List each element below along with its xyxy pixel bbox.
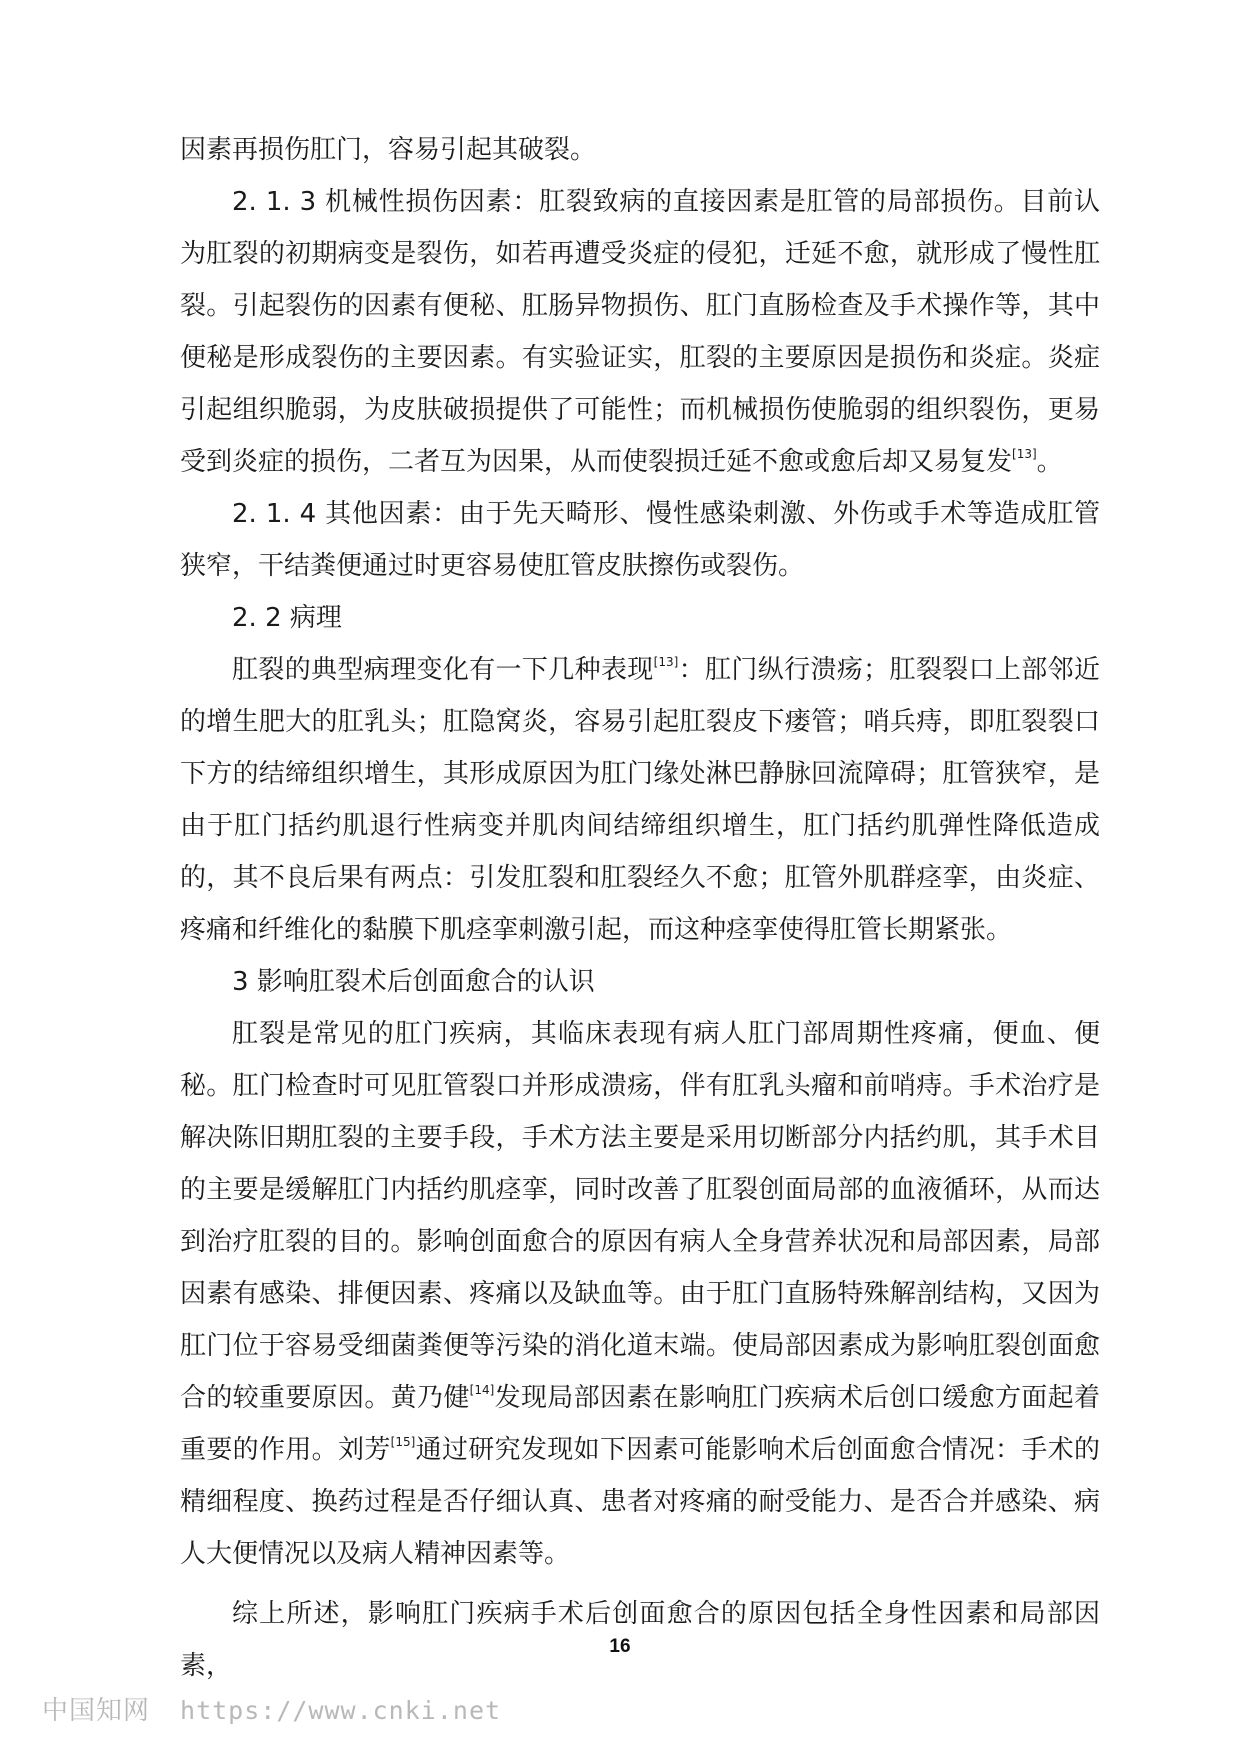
paragraph-text: 综上所述，影响肛门疾病手术后创面愈合的原因包括全身性因素和局部因素， — [180, 1599, 1100, 1681]
watermark-url: https://www.cnki.net — [180, 1696, 502, 1725]
paragraph-healing — [180, 1008, 1100, 1580]
paragraph-text: 肛裂是常见的肛门疾病，其临床表现有病人肛门部周期性疼痛，便血、便秘。肛门检查时可见肛管裂口并形成溃疡，伴有肛乳头瘤和前哨痔。手术治疗是解决陈旧期肛裂的主要手段，手术方法主要是采用切断部分内括约肌，其手术目的主要是缓解肛门内括约肌痉挛，同时改善了肛裂创面局部的血液循环，从而达到治疗肛裂的目的。影响创面愈合的原因有病人全身营养状况和局部因素，局部因素有感染、排便因素、疼痛以及缺血等。由于肛门直肠特殊解剖结构，又因为肛门位于容易受细菌粪便等污染的消化道末端。使局部因素成为影响肛裂创面愈合的较重要原因。黄乃健 — [180, 1019, 1100, 1413]
cnki-watermark — [42, 1690, 501, 1727]
heading-text: 3 影响肛裂术后创面愈合的认识 — [232, 967, 595, 997]
body-text — [180, 124, 1100, 1692]
paragraph-text: 因素再损伤肛门，容易引起其破裂。 — [180, 135, 597, 165]
section-heading-healing — [180, 956, 1100, 1008]
page-number: 16 — [609, 1636, 631, 1657]
citation-ref: [15] — [390, 1435, 416, 1449]
paragraph-mechanical-injury — [180, 176, 1100, 488]
section-heading-pathology — [180, 592, 1100, 644]
paragraph-text: 通过研究发现如下因素可能影响术后创面愈合情况：手术的精细程度、换药过程是否仔细认真、患者对疼痛的耐受能力、是否合并感染、病人大便情况以及病人精神因素等。 — [180, 1435, 1100, 1569]
citation-ref: [14] — [469, 1383, 495, 1397]
paragraph-text: 肛裂的典型病理变化有一下几种表现 — [232, 655, 654, 685]
paragraph-text: 2. 1. 4 其他因素：由于先天畸形、慢性感染刺激、外伤或手术等造成肛管狭窄，干结粪便通过时更容易使肛管皮肤擦伤或裂伤。 — [180, 499, 1100, 581]
paragraph-pathology — [180, 644, 1100, 956]
paragraph-text: ：肛门纵行溃疡；肛裂裂口上部邻近的增生肥大的肛乳头；肛隐窝炎，容易引起肛裂皮下瘘管；哨兵痔，即肛裂裂口下方的结缔组织增生，其形成原因为肛门缘处淋巴静脉回流障碍；肛管狭窄，是由于肛门括约肌退行性病变并肌肉间结缔组织增生，肛门括约肌弹性降低造成的，其不良后果有两点：引发肛裂和肛裂经久不愈；肛管外肌群痉挛，由炎症、疼痛和纤维化的黏膜下肌痉挛刺激引起，而这种痉挛使得肛管长期紧张。 — [180, 655, 1100, 945]
paragraph-text: 。 — [1036, 447, 1063, 477]
citation-ref: [13] — [1012, 447, 1037, 461]
paragraph-other-factors — [180, 488, 1100, 592]
heading-text: 2. 2 病理 — [232, 603, 342, 633]
paragraph-text: 2. 1. 3 机械性损伤因素：肛裂致病的直接因素是肛管的局部损伤。目前认为肛裂的初期病变是裂伤，如若再遭受炎症的侵犯，迁延不愈，就形成了慢性肛裂。引起裂伤的因素有便秘、肛肠异物损伤、肛门直肠检查及手术操作等，其中便秘是形成裂伤的主要因素。有实验证实，肛裂的主要原因是损伤和炎症。炎症引起组织脆弱，为皮肤破损提供了可能性；而机械损伤使脆弱的组织裂伤，更易受到炎症的损伤，二者互为因果，从而使裂损迁延不愈或愈后却又易复发 — [180, 187, 1100, 477]
paragraph-text: 发现局部因素在影响肛门疾病术后创口缓愈方面起着重要的作用。刘芳 — [180, 1383, 1100, 1465]
watermark-brand: 中国知网 — [42, 1696, 151, 1726]
paragraph-continuation — [180, 124, 1100, 176]
citation-ref: [13] — [653, 655, 679, 669]
